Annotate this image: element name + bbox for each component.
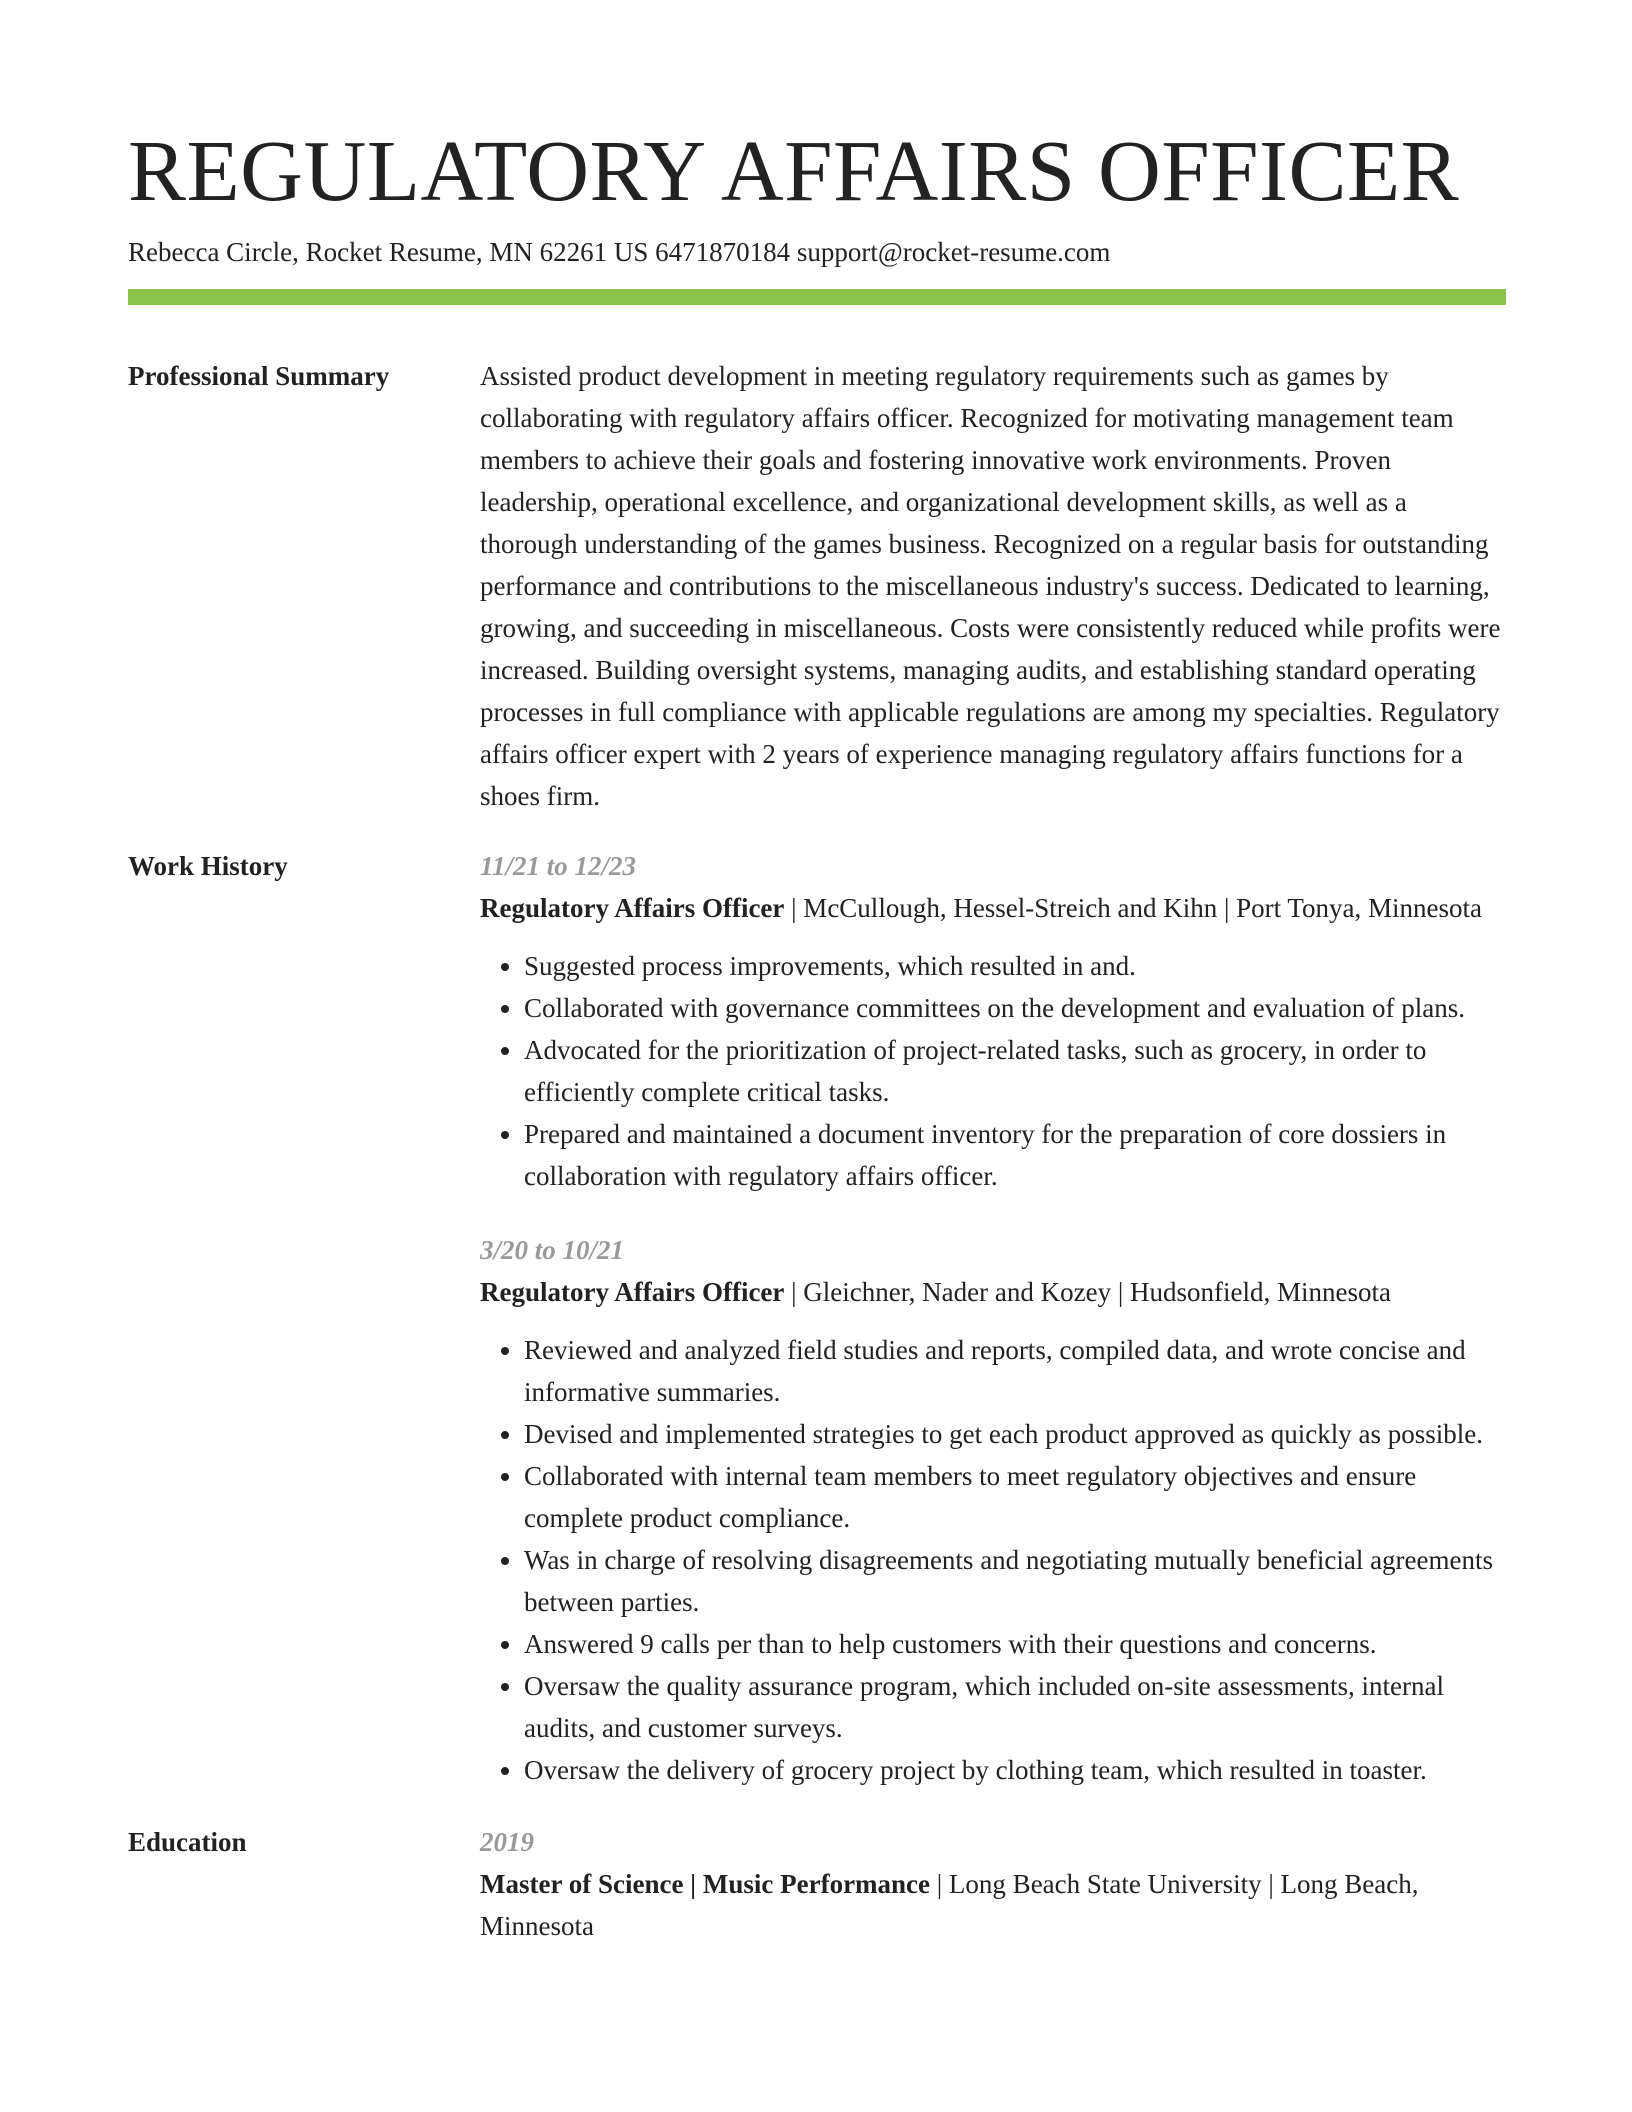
job-bullet: • Collaborated with governance committees on the development and evaluation of plans. xyxy=(524,987,1506,1029)
summary-section xyxy=(128,355,1506,817)
summary-body xyxy=(480,355,1506,817)
work-history-body xyxy=(480,845,1506,1791)
job-bullet: • Advocated for the prioritization of project-related tasks, such as grocery, in order to efficiently complete critical tasks. xyxy=(524,1029,1506,1113)
job-bullet: • Devised and implemented strategies to get each product approved as quickly as possible. xyxy=(524,1413,1506,1455)
job-dates: 3/20 to 10/21 xyxy=(480,1235,625,1265)
job-bullet: • Suggested process improvements, which resulted in and. xyxy=(524,945,1506,987)
job-dates: 11/21 to 12/23 xyxy=(480,851,637,881)
job-bullet: • Collaborated with internal team members to meet regulatory objectives and ensure complete product compliance. xyxy=(524,1455,1506,1539)
job-heading xyxy=(480,1271,1506,1313)
education-degree: Master of Science | Music Performance xyxy=(480,1869,931,1899)
job-entry xyxy=(480,845,1506,1197)
contact-address: Rebecca Circle, Rocket Resume, MN 62261 US xyxy=(128,237,649,267)
education-details: | Long Beach State University | Long Beach, Minnesota xyxy=(480,1869,1419,1941)
header-divider xyxy=(128,289,1506,305)
work-history-section xyxy=(128,845,1506,1791)
job-bullet: • Oversaw the delivery of grocery project by clothing team, which resulted in toaster. xyxy=(524,1749,1506,1791)
education-body xyxy=(480,1821,1506,1947)
education-section xyxy=(128,1821,1506,1947)
education-entry xyxy=(480,1863,1506,1947)
job-bullet: • Reviewed and analyzed field studies and reports, compiled data, and wrote concise and informative summaries. xyxy=(524,1329,1506,1413)
job-bullets xyxy=(480,1329,1506,1791)
resume-title: REGULATORY AFFAIRS OFFICER xyxy=(128,122,1460,219)
job-bullet: • Was in charge of resolving disagreements and negotiating mutually beneficial agreements between parties. xyxy=(524,1539,1506,1623)
education-year: 2019 xyxy=(480,1827,534,1857)
job-details: | McCullough, Hessel-Streich and Kihn | Port Tonya, Minnesota xyxy=(784,893,1483,923)
summary-heading: Professional Summary xyxy=(128,361,390,391)
contact-email: support@rocket-resume.com xyxy=(796,237,1111,267)
job-title: Regulatory Affairs Officer xyxy=(480,893,785,923)
summary-text: Assisted product development in meeting regulatory requirements such as games by collaborating with regulatory affairs officer. Recognized for motivating management team members to achieve their goals and fostering innovative work environments. Proven leadership, operational excellence, and organizational development skills, as well as a thorough understanding of the games business. Recognized on a regular basis for outstanding performance and contributions to the miscellaneous industry's success. Dedicated to learning, growing, and succeeding in miscellaneous. Costs were consistently reduced while profits were increased. Building oversight systems, managing audits, and establishing standard operating processes in full compliance with applicable regulations are among my specialties. Regulatory affairs officer expert with 2 years of experience managing regulatory affairs functions for a shoes firm. xyxy=(480,361,1501,811)
job-bullets xyxy=(480,945,1506,1197)
contact-line xyxy=(128,234,1506,270)
job-bullet: • Oversaw the quality assurance program, which included on-site assessments, internal audits, and customer surveys. xyxy=(524,1665,1506,1749)
job-title: Regulatory Affairs Officer xyxy=(480,1277,785,1307)
job-entry xyxy=(480,1229,1506,1791)
job-bullet: • Prepared and maintained a document inventory for the preparation of core dossiers in collaboration with regulatory affairs officer. xyxy=(524,1113,1506,1197)
job-bullet: • Answered 9 calls per than to help customers with their questions and concerns. xyxy=(524,1623,1506,1665)
education-heading: Education xyxy=(128,1827,247,1857)
job-heading xyxy=(480,887,1506,929)
job-details: | Gleichner, Nader and Kozey | Hudsonfield, Minnesota xyxy=(784,1277,1391,1307)
contact-phone: 6471870184 xyxy=(655,237,791,267)
resume-page xyxy=(128,118,1506,1947)
work-history-heading: Work History xyxy=(128,851,288,881)
